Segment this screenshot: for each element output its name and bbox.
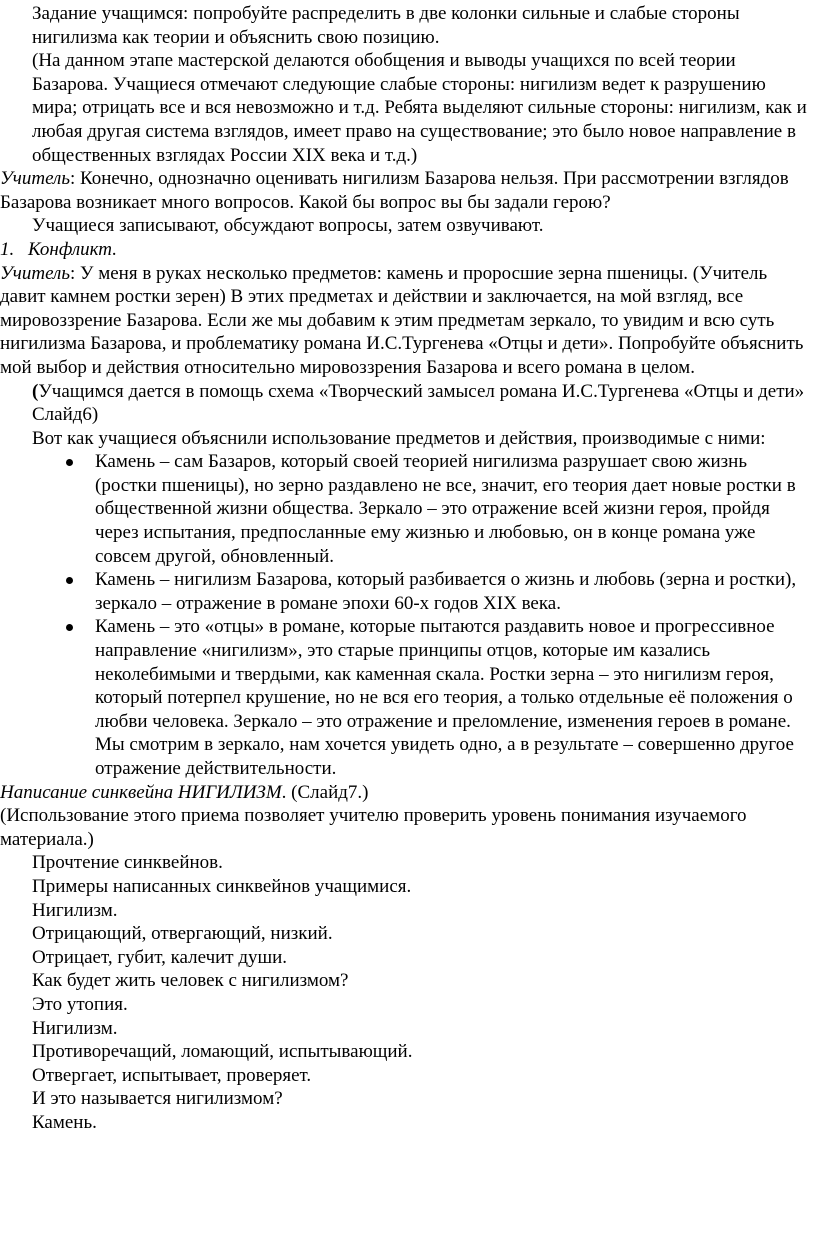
interpretation-list [0,450,812,780]
syncwine-line: Нигилизм. [32,1017,118,1039]
syncwine-line: Нигилизм. [32,899,118,921]
syncwine-line: Противоречащий, ломающий, испытывающий. [32,1041,413,1063]
syncwine-lines [0,851,812,1134]
section-number: 1. [0,238,15,260]
speaker-label: Учитель [0,168,70,190]
list-item [0,450,812,568]
syncwine-purpose: (Использование этого приема позволяет учителю проверить уровень понимания изучаемого материала.) [0,805,747,850]
scheme-note [0,380,812,427]
syncwine-heading-italic: Написание синквейна НИГИЛИЗМ [0,781,282,803]
scheme-paren: ( [32,380,39,402]
students-record: Учащиеся записывают, обсуждают вопросы, затем озвучивают. [32,215,544,237]
teacher-remark-text: : У меня в руках несколько предметов: камень и проросшие зерна пшеницы. (Учитель давит камнем ростки зерен) В этих предметах и действии и заключается, на мой взгляд, все мировоззрение Базарова. Если же мы добавим к этим предметам зеркало, то увидим и всю суть нигилизма Базарова, и проблематику романа И.С.Тургенева «Отцы и дети». Попробуйте объяснить мой выбор и действия относительно мировоззрения Базарова и всего романа в целом. [0,262,804,378]
syncwine-line: Отвергает, испытывает, проверяет. [32,1064,312,1086]
syncwine-line: Отрицает, губит, калечит души. [32,946,288,968]
syncwine-line: Прочтение синквейнов. [32,852,223,874]
speaker-label: Учитель [0,262,70,284]
bullet-icon [66,577,73,584]
bullet-icon [66,459,73,466]
syncwine-heading [0,781,812,805]
list-item [0,615,812,780]
section-title: Конфликт. [28,238,117,260]
bullet-icon [66,624,73,631]
list-item-text: Камень – это «отцы» в романе, которые пытаются раздавить новое и прогрессивное направление «нигилизм», это старые принципы отцов, которые им казались неколебимыми и твердыми, как каменная скала. Ростки зерна – это нигилизм героя, который потерпел крушение, но не вся его теория, а только отдельные её положения о любви человека. Зеркало – это отражение и преломление, изменения героев в романе. Мы смотрим в зеркало, нам хочется увидеть одно, а в результате – совершенно другое отражение действительности. [95,616,794,779]
explanation-intro: Вот как учащиеся объяснили использование предметов и действия, производимые с ними: [32,427,766,449]
task-note: (На данном этапе мастерской делаются обобщения и выводы учащихся по всей теории Базарова. Учащиеся отмечают следующие слабые стороны: нигилизм ведет к разрушению мира; отрицать все и вся невозможно и т.д. Ребята выделяют сильные стороны: нигилизм, как и любая другая система взглядов, имеет право на существование; это было новое направление в общественных взглядах России XIX века и т.д.) [32,50,807,166]
syncwine-line: И это называется нигилизмом? [32,1088,283,1110]
syncwine-line: Как будет жить человек с нигилизмом? [32,970,349,992]
syncwine-line: Отрицающий, отвергающий, низкий. [32,923,333,945]
list-item-text: Камень – нигилизм Базарова, который разбивается о жизнь и любовь (зерна и ростки), зеркало – отражение в романе эпохи 60-х годов XIX века. [95,569,797,614]
list-item-text: Камень – сам Базаров, который своей теорией нигилизма разрушает свою жизнь (ростки пшеницы), но зерно раздавлено не все, значит, его теория дает новые ростки в общественной жизни общества. Зеркало – это отражение всей жизни героя, пройдя через испытания, предпосланные ему жизнью и любовью, он в конце романа уже совсем другой, обновленный. [95,451,796,567]
syncwine-heading-rest: . (Слайд7.) [281,781,369,803]
teacher-remark-2 [0,262,812,380]
syncwine-line: Камень. [32,1111,97,1133]
syncwine-line: Это утопия. [32,993,128,1015]
list-item [0,568,812,615]
task-assignment: Задание учащимся: попробуйте распределить в две колонки сильные и слабые стороны нигилизма как теории и объяснить свою позицию. [32,3,740,48]
teacher-remark-1 [0,167,812,214]
scheme-text: Учащимся дается в помощь схема «Творческий замысел романа И.С.Тургенева «Отцы и дети» Слайд6) [32,380,805,426]
section-heading [0,238,812,262]
teacher-remark-text: : Конечно, однозначно оценивать нигилизм Базарова нельзя. При рассмотрении взглядов Базарова возникает много вопросов. Какой бы вопрос вы бы задали герою? [0,168,789,213]
syncwine-line: Примеры написанных синквейнов учащимися. [32,875,412,897]
